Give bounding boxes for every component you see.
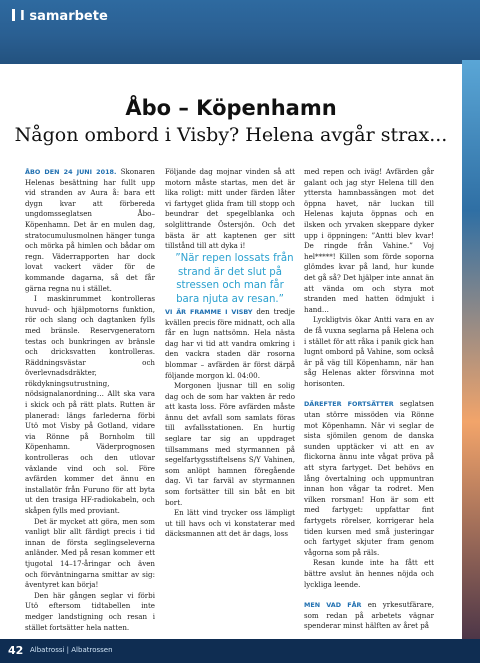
text-column-1 [25,167,155,633]
section-label [12,9,108,24]
article-subtitle: Någon ombord i Visby? Helena avgår strax... [14,124,448,146]
paragraph: En lätt vind trycker oss lämpligt ut till havs och vi konstaterar med däcksmannen att det är dags, loss [165,508,295,539]
text-column-2 [165,167,295,540]
page-footer [0,639,480,663]
section-label-text: I samarbete [20,9,108,24]
pull-quote: ”När repen lossats från strand är det slut på stressen och man får bara njuta av resan.” [175,252,294,306]
paragraph: Morgonen ljusnar till en solig dag och de som har vakten är redo att kasta loss. Före avfärden måste ännu det avfall som samlats föras till avfallsstationen. En hurtig seglare tar sig an uppdraget tillsammans med styrmannen på segelfartygsstiftelsens S/Y Vahinen, som anlöpt hamnen föregående dag. Vi tar farväl av styrmannen som fortsätter till sin båt en bit bort. [165,381,295,507]
subheading: DÄREFTER FORTSÄTTER [304,400,394,409]
magazine-name: Albatrossi | Albatrossen [30,646,113,654]
text-column-3 [304,167,434,632]
paragraph: ÅBO DEN 24 JUNI 2018. Skonaren Helenas besättning har fullt upp vid stranden av Aura å: bara ett dygn kvar att förbereda ungdomsseglatsen Åbo–Köpenhamn. Det är en mulen dag, stratocumulusmolnen hänger tunga och mörka på himlen och bådar om regn. Väderrapporten har dock lovat vackert väder för de kommande dagarna, så det får gärna regna nu i stället. [25,167,156,293]
paragraph: MEN VAD FÅR en yrkesutfärare, som redan på arbetets vägnar spenderar minst hälften av året på [304,600,434,631]
article-title: Åbo – Köpenhamn [125,96,337,120]
paragraph: Resan kunde inte ha fått ett bättre avslut än hennes nöjda och lyckliga leende. [304,558,434,589]
subheading: MEN VAD FÅR [304,601,362,610]
paragraph: Lyckligtvis ökar Antti vara en av de få vuxna seglarna på Helena och i stället för att råka i panik gick han lugnt ombord på Vahine, som också är på väg till Köpenhamn, när han såg Helenas akter försvinna mot horisonten. [304,315,434,388]
subheading: VI ÄR FRAMME I VISBY [165,307,253,316]
paragraph: Det är mycket att göra, men som vanligt blir allt färdigt precis i tid innan de första seglingseleverna anländer. Med på resan kommer ett tjugotal 14–17-åringar och även och förväntningarna smittar av sig: äventyret kan börja! [25,516,155,590]
section-bar-icon [12,9,15,21]
paragraph: VI ÄR FRAMME I VISBY den tredje kvällen precis före midnatt, och alla får en lugn nattsömn. Hela nästa dag har vi tid att vandra omkring i den vackra staden där rosorna blommar – avfärden är först därpå följande morgon kl. 04:00. [165,306,295,380]
paragraph: I maskinrummet kontrolleras huvud- och hjälpmotorns funktion, rör och slang och dagtanken fylls med bränsle. Reservgeneratorn testas och bunkringen av bränsle och dricksvatten kontrolleras. Räddningsvästar och överlevnadsdräkter, rökdykningsutrustning, nödsignalanordning… Allt ska vara i skick och på rätt plats. Rutten är planerad: längs farlederna förbi Utö mot Visby på Gotland, vidare via Rönne på Bornholm till Köpenhamn. Väderprognosen kontrolleras och den utlovar växlande vind och sol. Före avfärden kommer det ännu en installatör från Furuno för att byta ut den trasiga HF-radiokabeln, och skåpen fylls med proviant. [25,294,155,515]
photo-edge-strip [462,60,480,663]
page-number: 42 [8,644,24,657]
paragraph: med repen och iväg! Avfärden går galant och jag styr Helena till den yttersta hamnbassängen mot det öppna havet, när luckan till Helenas kajuta öppnas och en ilsken och yrvaken skeppare dyker upp i öppningen: ”Antti blev kvar! De ringde från Vahine.” Voj hel*****! Killen som förde soporna glömdes kvar på land, hur kunde det gå så? Det hjälper inte annat än att vända om och styra mot stranden med hatten ödmjukt i hand… [304,167,434,314]
paragraph: DÄREFTER FORTSÄTTER seglatsen utan större missöden via Rönne mot Köpenhamn. När vi seglar de sista sjömilen genom de danska sunden upptäcker vi att en av flickorna ännu inte vågat pröva på att styra fartyget. Det behövs en lång övertalning och uppmuntran innan hon vågar ta rodret. Men vilken rorsman! Hon är som ett med fartyget: uppfattar fint fartygets rörelser, korrigerar hela tiden kursen med små justeringar och fartyget skjuter fram genom vågorna som på räls. [304,399,434,557]
dateline: ÅBO DEN 24 JUNI 2018. [25,168,117,176]
paragraph: Den här gången seglar vi förbi Utö eftersom tidtabellen inte medger landstigning och resan i stället fortsätter hela natten. [25,590,155,632]
paragraph: Följande dag mojnar vinden så att motorn måste startas, men det är lika roligt: mitt under färden låter vi fartyget glida fram till stopp och beundrar det spegelblanka och solglittrande Östersjön. Och det bästa är att kaptenen ger sitt tillstånd till att dyka i! [165,167,295,251]
